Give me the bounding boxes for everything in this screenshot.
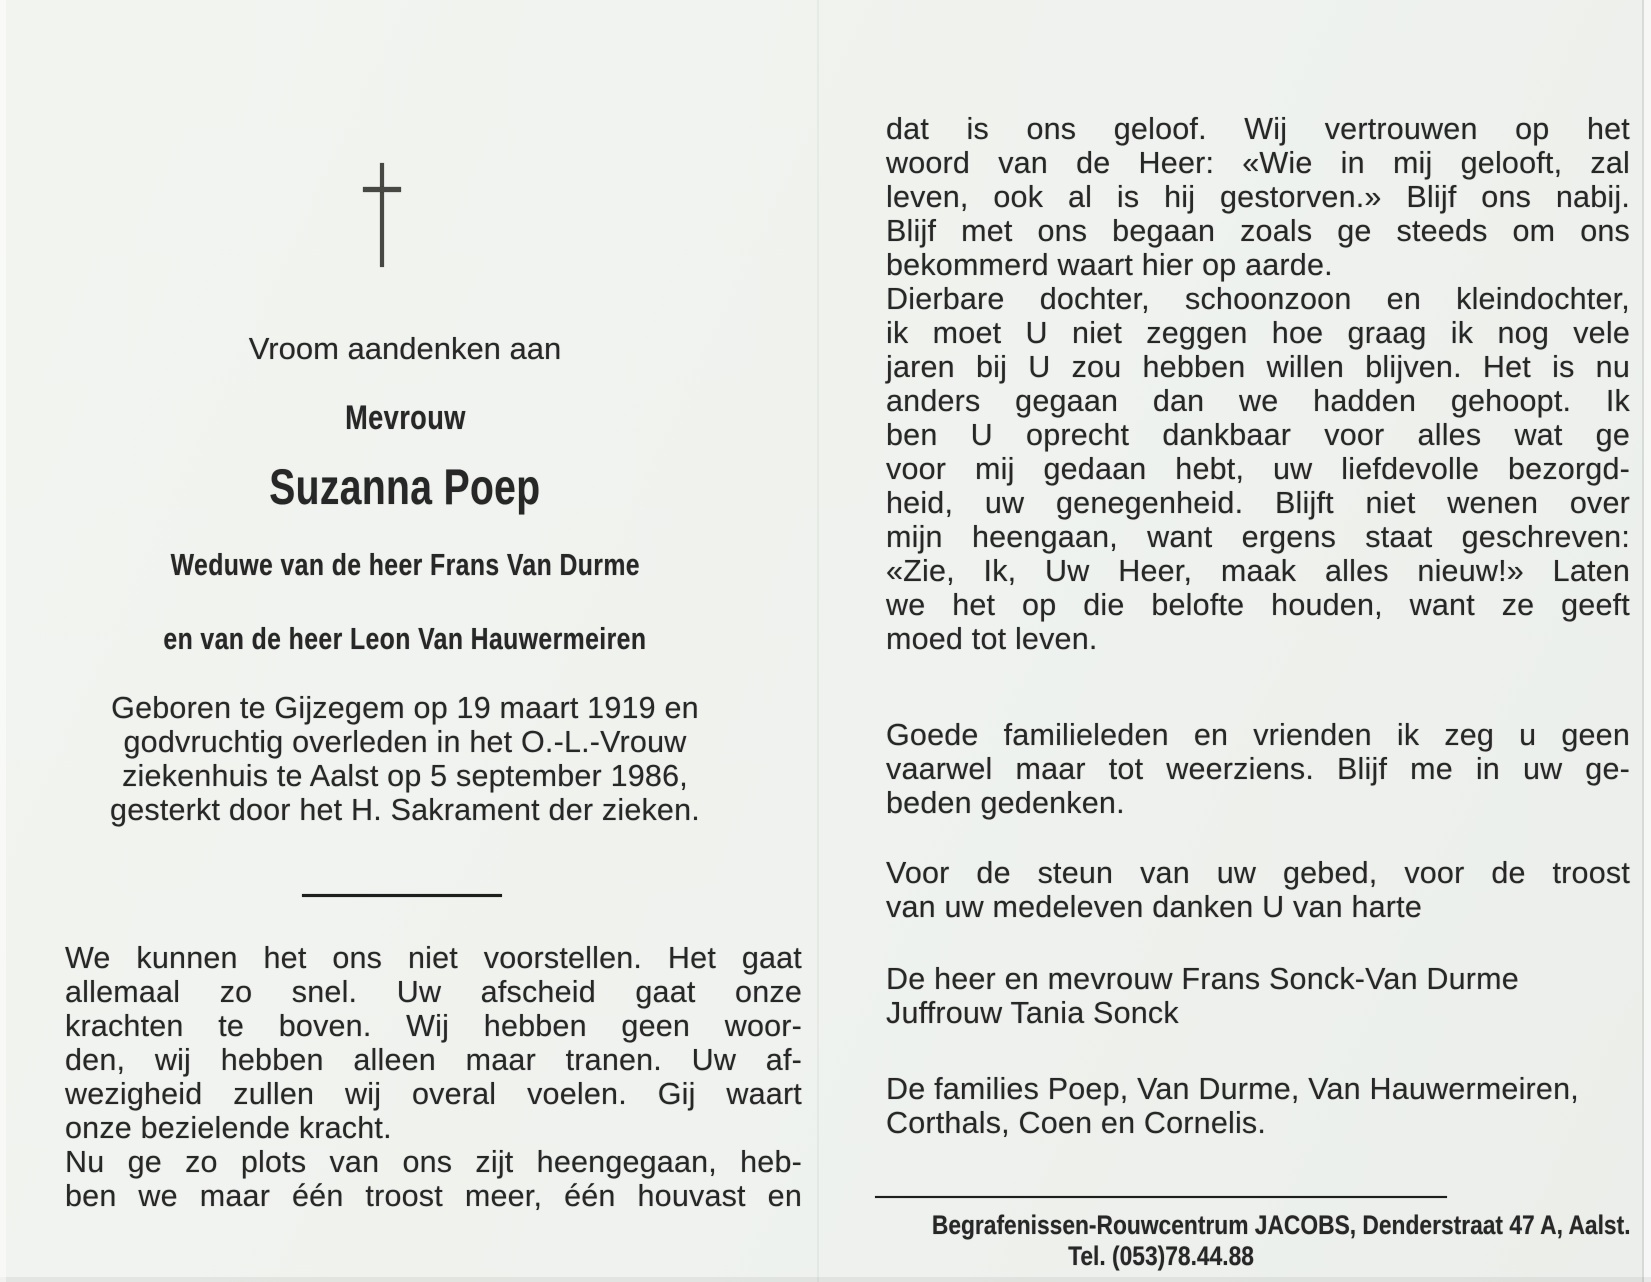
text-line: bekommerd waart hier op aarde. bbox=[886, 248, 1333, 282]
text-line: «Zie, Ik, Uw Heer, maak alles nieuw!» Laten bbox=[886, 554, 1630, 588]
memorial-paragraph bbox=[65, 941, 802, 1213]
text-line: Geboren te Gijzegem op 19 maart 1919 en bbox=[111, 691, 699, 725]
deceased-name-label: Suzanna Poep bbox=[269, 459, 541, 515]
family-names bbox=[886, 962, 1630, 1030]
separator-rule-right bbox=[875, 1196, 1447, 1198]
text-line: krachten te boven. Wij hebben geen woor- bbox=[65, 1009, 802, 1043]
and-of-text bbox=[65, 621, 745, 657]
text-line: gesterkt door het H. Sakrament der zieken. bbox=[110, 793, 700, 827]
text-line: Dierbare dochter, schoonzoon en kleindochter, bbox=[886, 282, 1630, 316]
honorific-text bbox=[65, 399, 745, 438]
text-line: allemaal zo snel. Uw afscheid gaat onze bbox=[65, 975, 802, 1009]
scan-left-edge bbox=[0, 0, 6, 1282]
cross-icon bbox=[363, 163, 401, 267]
families-list bbox=[886, 1072, 1630, 1140]
text-line: dat is ons geloof. Wij vertrouwen op het bbox=[886, 112, 1630, 146]
farewell-paragraph bbox=[886, 718, 1630, 820]
scan-bottom-edge bbox=[0, 1277, 1651, 1282]
text-line: ben we maar één troost meer, één houvast en bbox=[65, 1179, 802, 1213]
honorific-label: Mevrouw bbox=[344, 399, 466, 437]
separator-rule-left bbox=[302, 894, 502, 897]
text-line: woord van de Heer: «Wie in mij gelooft, zal bbox=[886, 146, 1630, 180]
text-line: ik moet U niet zeggen hoe graag ik nog vele bbox=[886, 316, 1630, 350]
text-line: anders gegaan dan we hadden gehoopt. Ik bbox=[886, 384, 1630, 418]
text-line: Juffrouw Tania Sonck bbox=[886, 996, 1179, 1030]
text-line: den, wij hebben alleen maar tranen. Uw af- bbox=[65, 1043, 802, 1077]
text-line: moed tot leven. bbox=[886, 622, 1098, 656]
text-line: leven, ook al is hij gestorven.» Blijf ons nabij. bbox=[886, 180, 1630, 214]
cross-horizontal-bar bbox=[363, 187, 401, 192]
text-line: mijn heengaan, want ergens staat geschreven: bbox=[886, 520, 1630, 554]
funeral-home-info bbox=[875, 1210, 1631, 1272]
funeral-home-phone bbox=[875, 1241, 1447, 1272]
text-line: Corthals, Coen en Cornelis. bbox=[886, 1106, 1267, 1140]
card-fold-line bbox=[817, 0, 819, 1282]
thanks-paragraph bbox=[886, 856, 1630, 924]
text-line: we het op die belofte houden, want ze geeft bbox=[886, 588, 1630, 622]
intro-label: Vroom aandenken aan bbox=[248, 331, 562, 366]
text-line: beden gedenken. bbox=[886, 786, 1125, 820]
intro-text bbox=[65, 331, 745, 367]
deceased-name bbox=[65, 458, 745, 516]
text-line: De heer en mevrouw Frans Sonck-Van Durme bbox=[886, 962, 1519, 996]
text-line: ben U oprecht dankbaar voor alles wat ge bbox=[886, 418, 1630, 452]
and-of-label: en van de heer Leon Van Hauwermeiren bbox=[163, 621, 647, 656]
widow-of-label: Weduwe van de heer Frans Van Durme bbox=[170, 547, 640, 582]
life-dates-paragraph bbox=[60, 691, 750, 827]
text-line: Voor de steun van uw gebed, voor de troost bbox=[886, 856, 1630, 890]
funeral-home-address bbox=[875, 1210, 1631, 1241]
text-line: heid, uw genegenheid. Blijft niet wenen over bbox=[886, 486, 1630, 520]
text-line: Blijf met ons begaan zoals ge steeds om ons bbox=[886, 214, 1630, 248]
scan-right-edge bbox=[1644, 0, 1651, 1282]
text-line: wezigheid zullen wij overal voelen. Gij waart bbox=[65, 1077, 802, 1111]
text-line: onze bezielende kracht. bbox=[65, 1111, 392, 1145]
text-line: voor mij gedaan hebt, uw liefdevolle bezorgd- bbox=[886, 452, 1630, 486]
text-line: ziekenhuis te Aalst op 5 september 1986, bbox=[122, 759, 688, 793]
text-line: van uw medeleven danken U van harte bbox=[886, 890, 1422, 924]
scan-right-edge-line bbox=[1642, 0, 1644, 1282]
text-line: De families Poep, Van Durme, Van Hauwermeiren, bbox=[886, 1072, 1579, 1106]
cross-vertical-bar bbox=[380, 163, 384, 267]
text-line: Nu ge zo plots van ons zijt heengegaan, heb- bbox=[65, 1145, 802, 1179]
widow-of-text bbox=[65, 547, 745, 583]
text-line: Goede familieleden en vrienden ik zeg u geen bbox=[886, 718, 1630, 752]
faith-paragraph bbox=[886, 112, 1630, 656]
text-line: jaren bij U zou hebben willen blijven. Het is nu bbox=[886, 350, 1630, 384]
text-line: vaarwel maar tot weerziens. Blijf me in uw ge- bbox=[886, 752, 1630, 786]
funeral-home-phone-label: Tel. (053)78.44.88 bbox=[1068, 1241, 1254, 1271]
funeral-home-address-label: Begrafenissen-Rouwcentrum JACOBS, Denderstraat 47 A, Aalst. bbox=[931, 1210, 1631, 1240]
text-line: godvruchtig overleden in het O.-L.-Vrouw bbox=[123, 725, 687, 759]
text-line: We kunnen het ons niet voorstellen. Het gaat bbox=[65, 941, 802, 975]
